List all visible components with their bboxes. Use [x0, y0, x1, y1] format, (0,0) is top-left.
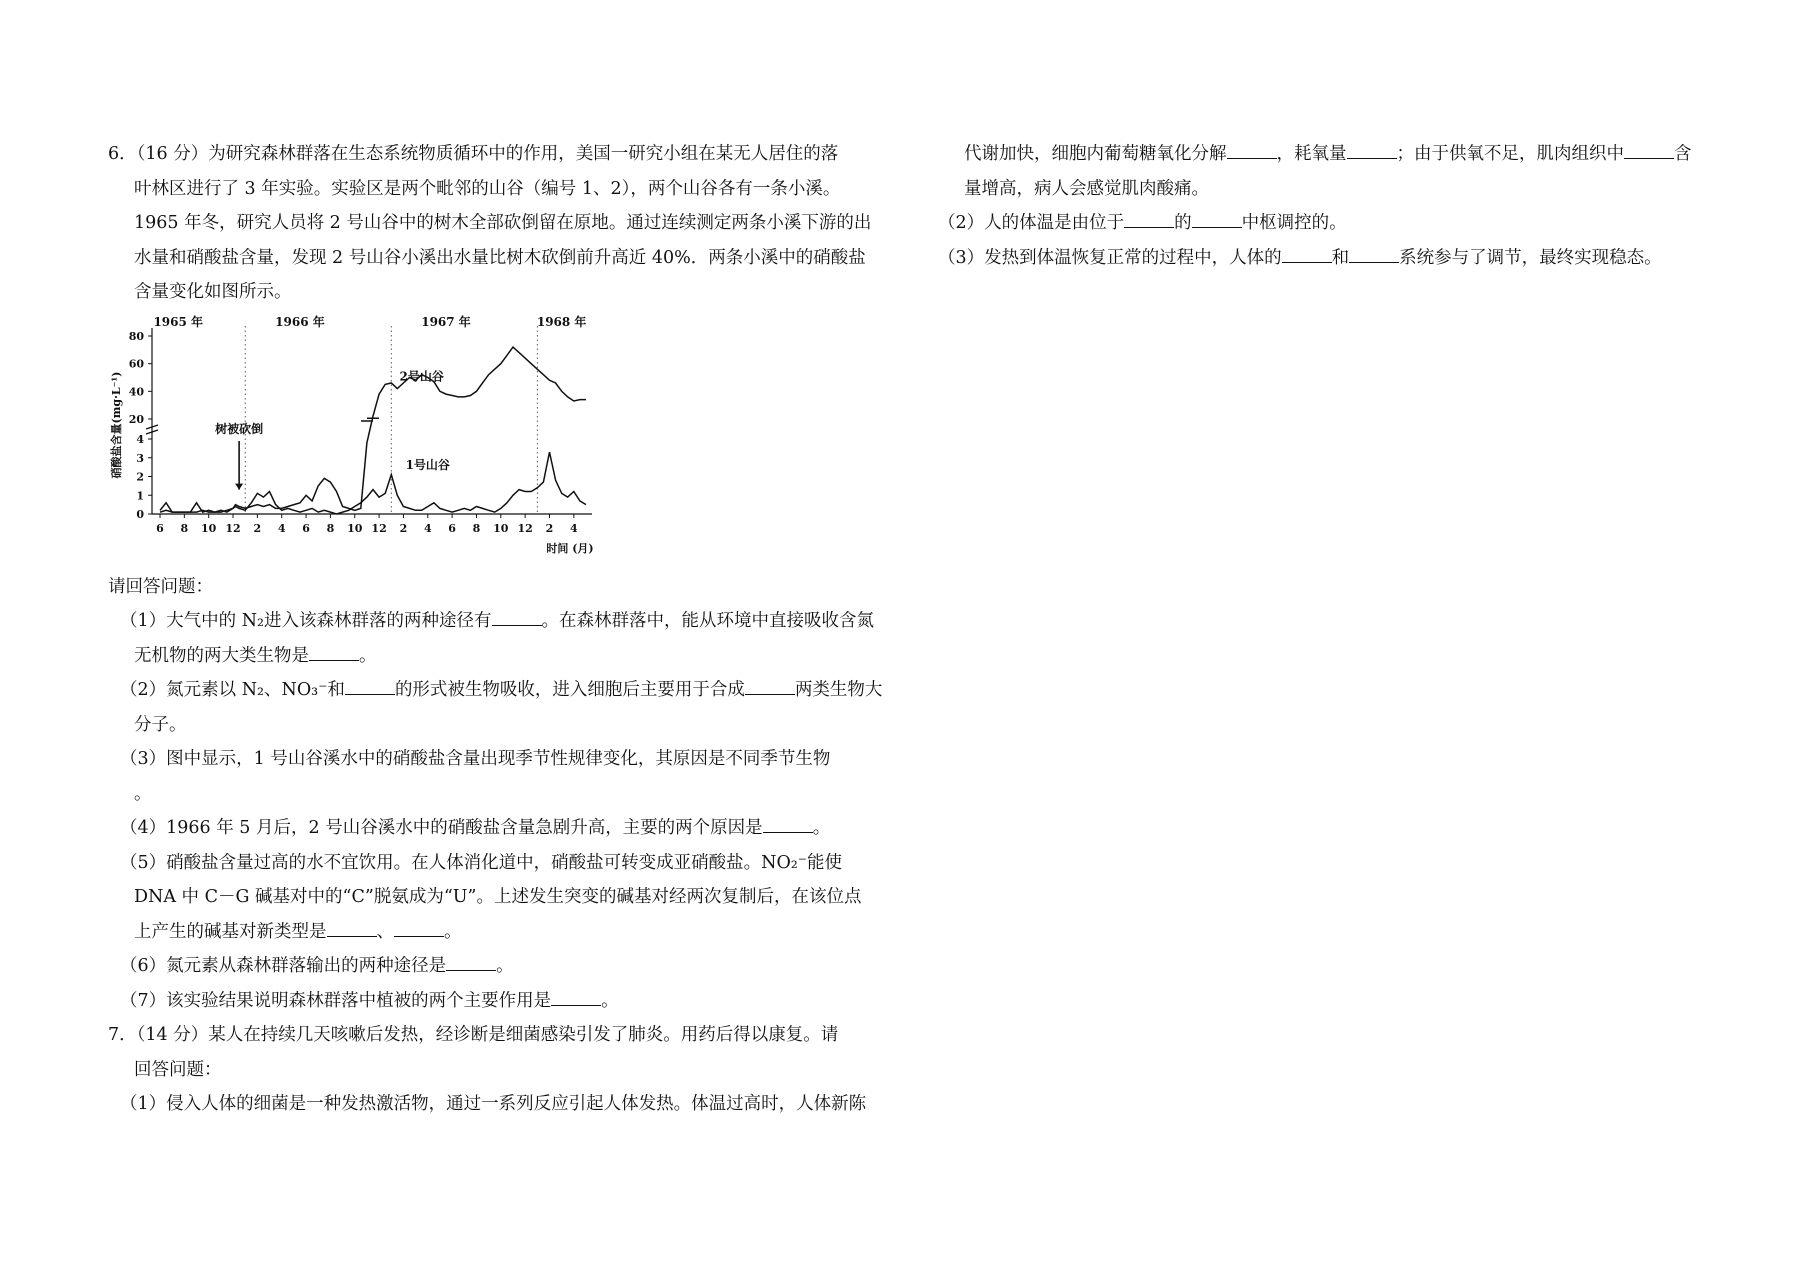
answer-blank[interactable] — [551, 991, 601, 1006]
y-axis-label: 硝酸盐含量(mg·L⁻¹) — [110, 371, 123, 478]
y-tick-label: 1 — [136, 488, 144, 502]
y-tick-label: 40 — [128, 384, 144, 398]
x-tick-label: 12 — [225, 521, 241, 535]
q6-sub2-line1 — [108, 673, 908, 708]
q6-sub3-line2: 。 — [134, 783, 152, 804]
q6-sub1-text-c: 无机物的两大类生物是 — [134, 645, 309, 666]
y-tick-label: 2 — [136, 470, 144, 483]
x-tick-label: 12 — [517, 521, 533, 535]
q6-line-4: 水量和硝酸盐含量，发现 2 号山谷小溪出水量比树木砍倒前升高近 40%．两条小溪中的硝酸盐 — [134, 247, 866, 268]
x-tick-label: 2 — [399, 521, 408, 535]
x-tick-label: 8 — [472, 521, 481, 535]
q7-sub3-text-b: 和 — [1331, 247, 1350, 268]
answer-blank[interactable] — [1624, 144, 1674, 159]
q6-line-2: 叶林区进行了 3 年实验。实验区是两个毗邻的山谷（编号 1、2），两个山谷各有一条小溪。 — [134, 178, 841, 199]
q6-sub2-line2: 分子。 — [134, 714, 187, 735]
q6-sub5-line2: DNA 中 C－G 碱基对中的“C”脱氨成为“U”。上述发生突变的碱基对经两次复制后，在该位点 — [134, 887, 862, 907]
year-label: 1965 年 — [153, 314, 204, 329]
q7-sub2-text-c: 中枢调控的。 — [1241, 213, 1347, 233]
x-tick-label: 4 — [570, 521, 578, 535]
q6-sub4-text-a: （4）1966 年 5 月后，2 号山谷溪水中的硝酸盐含量急剧升高，主要的两个原因是 — [120, 818, 763, 838]
q6-sub1-text-a: （1）大气中的 N₂进入该森林群落的两种途径有 — [120, 611, 492, 631]
x-tick-label: 6 — [448, 521, 456, 535]
q6-sub5-text-d: 、 — [376, 921, 394, 942]
x-tick-label: 10 — [493, 521, 509, 535]
x-tick-label: 12 — [371, 521, 387, 535]
x-tick-label: 10 — [347, 521, 363, 535]
q6-sub5-text-c: 上产生的碱基对新类型是 — [134, 921, 327, 942]
x-tick-label: 4 — [277, 521, 286, 535]
right-column — [938, 137, 1718, 275]
y-tick-label: 3 — [136, 451, 144, 465]
q6-sub1-line1 — [108, 604, 908, 639]
x-tick-label: 10 — [201, 521, 217, 535]
q6-sub5-text-e: 。 — [444, 921, 462, 942]
q6-sub2-text-a: （2）氮元素以 N₂、NO₃⁻和 — [120, 680, 345, 700]
q6-sub2-text-b: 的形式被生物吸收，进入细胞后主要用于合成 — [394, 680, 745, 700]
q7-sub3-text-a: （3）发热到体温恢复正常的过程中，人体的 — [938, 247, 1282, 268]
q7-sub1-text-d: 含 — [1674, 144, 1692, 164]
q6-prompt: 请回答问题： — [108, 576, 213, 597]
q6-line-5: 含量变化如图所示。 — [134, 282, 292, 302]
q7-sub1-line1: （1）侵入人体的细菌是一种发热激活物，通过一系列反应引起人体发热。体温过高时，人体新陈 — [120, 1094, 867, 1114]
x-axis-label: 时间 (月) — [546, 541, 594, 555]
q6-line-3: 1965 年冬，研究人员将 2 号山谷中的树木全部砍倒留在原地。通过连续测定两条小溪下游的出 — [134, 213, 872, 233]
q6-sub7 — [108, 984, 908, 1019]
answer-blank[interactable] — [1124, 213, 1174, 228]
q6-sub2-text-c: 两类生物大 — [794, 680, 883, 700]
x-tick-label: 6 — [302, 521, 310, 535]
answer-blank[interactable] — [1227, 144, 1277, 159]
q7-sub1-text-a: 代谢加快，细胞内葡萄糖氧化分解 — [964, 144, 1227, 164]
q7-sub2 — [938, 206, 1718, 241]
answer-blank[interactable] — [745, 680, 795, 695]
annotation-label: 树被砍倒 — [215, 421, 264, 436]
series-line-2 — [160, 452, 586, 514]
year-label: 1968 年 — [536, 314, 587, 329]
q7-sub1-line3: 量增高，病人会感觉肌肉酸痛。 — [964, 178, 1209, 199]
y-tick-label: 80 — [128, 329, 144, 343]
answer-blank[interactable] — [1192, 213, 1242, 228]
x-tick-label: 6 — [156, 521, 164, 535]
x-tick-label: 4 — [423, 521, 432, 535]
q6-sub5-line1: （5）硝酸盐含量过高的水不宜饮用。在人体消化道中，硝酸盐可转变成亚硝酸盐。NO₂⁻能使 — [120, 852, 843, 873]
series-label: 2号山谷 — [399, 368, 444, 383]
answer-blank[interactable] — [394, 922, 444, 937]
answer-blank[interactable] — [1347, 144, 1397, 159]
q6-sub6-text-a: （6）氮元素从森林群落输出的两种途径是 — [120, 956, 447, 976]
q6-line-1: 6．（16 分）为研究森林群落在生态系统物质循环中的作用，美国一研究小组在某无人居住的落 — [108, 144, 839, 164]
q7-line-2: 回答问题： — [134, 1059, 222, 1080]
year-label: 1966 年 — [275, 314, 325, 329]
q6-sub1-line2 — [108, 639, 908, 674]
y-tick-label: 20 — [128, 412, 144, 426]
x-tick-label: 8 — [326, 521, 335, 535]
answer-blank[interactable] — [492, 611, 542, 626]
q6-sub1-text-d: 。 — [359, 645, 377, 666]
y-tick-label: 0 — [136, 507, 144, 521]
q6-sub7-text-a: （7）该实验结果说明森林群落中植被的两个主要作用是 — [120, 990, 552, 1011]
y-tick-label: 60 — [128, 357, 144, 371]
q7-line-1: 7．（14 分）某人在持续几天咳嗽后发热，经诊断是细菌感染引发了肺炎。用药后得以康复。请 — [108, 1025, 839, 1045]
answer-blank[interactable] — [446, 956, 496, 971]
q6-sub6 — [108, 949, 908, 984]
answer-blank[interactable] — [1349, 248, 1399, 263]
answer-blank[interactable] — [327, 922, 377, 937]
q6-sub3-line1: （3）图中显示，1 号山谷溪水中的硝酸盐含量出现季节性规律变化，其原因是不同季节生物 — [120, 749, 831, 769]
q6-sub4 — [108, 811, 908, 846]
answer-blank[interactable] — [309, 646, 359, 661]
answer-blank[interactable] — [1282, 248, 1332, 263]
q7-sub2-text-a: （2）人的体温是由位于 — [938, 213, 1125, 233]
q6-sub6-text-b: 。 — [496, 956, 514, 976]
q6-sub1-text-b: 。在森林群落中，能从环境中直接吸收含氮 — [541, 611, 875, 631]
q7-sub3 — [938, 241, 1718, 276]
q6-sub5-line3 — [108, 915, 908, 950]
annotation-arrowhead — [235, 483, 243, 489]
series-label: 1号山谷 — [405, 457, 450, 472]
answer-blank[interactable] — [763, 818, 813, 833]
q7-sub2-text-b: 的 — [1174, 213, 1192, 233]
x-tick-label: 2 — [253, 521, 262, 535]
q7-sub3-text-c: 系统参与了调节，最终实现稳态。 — [1399, 247, 1662, 268]
y-tick-label: 4 — [136, 432, 144, 446]
answer-blank[interactable] — [345, 680, 395, 695]
left-column — [108, 137, 908, 1122]
x-tick-label: 8 — [180, 521, 189, 535]
year-label: 1967 年 — [421, 314, 471, 329]
q7-sub1-text-b: ，耗氧量 — [1276, 144, 1347, 164]
q7-sub1-text-c: ；由于供氧不足，肌肉组织中 — [1396, 144, 1624, 164]
q7-sub1-line2 — [938, 137, 1718, 172]
q6-sub7-text-b: 。 — [601, 990, 619, 1011]
x-tick-label: 2 — [545, 521, 554, 535]
q6-sub4-text-b: 。 — [812, 818, 831, 838]
nitrate-chart — [108, 314, 628, 564]
